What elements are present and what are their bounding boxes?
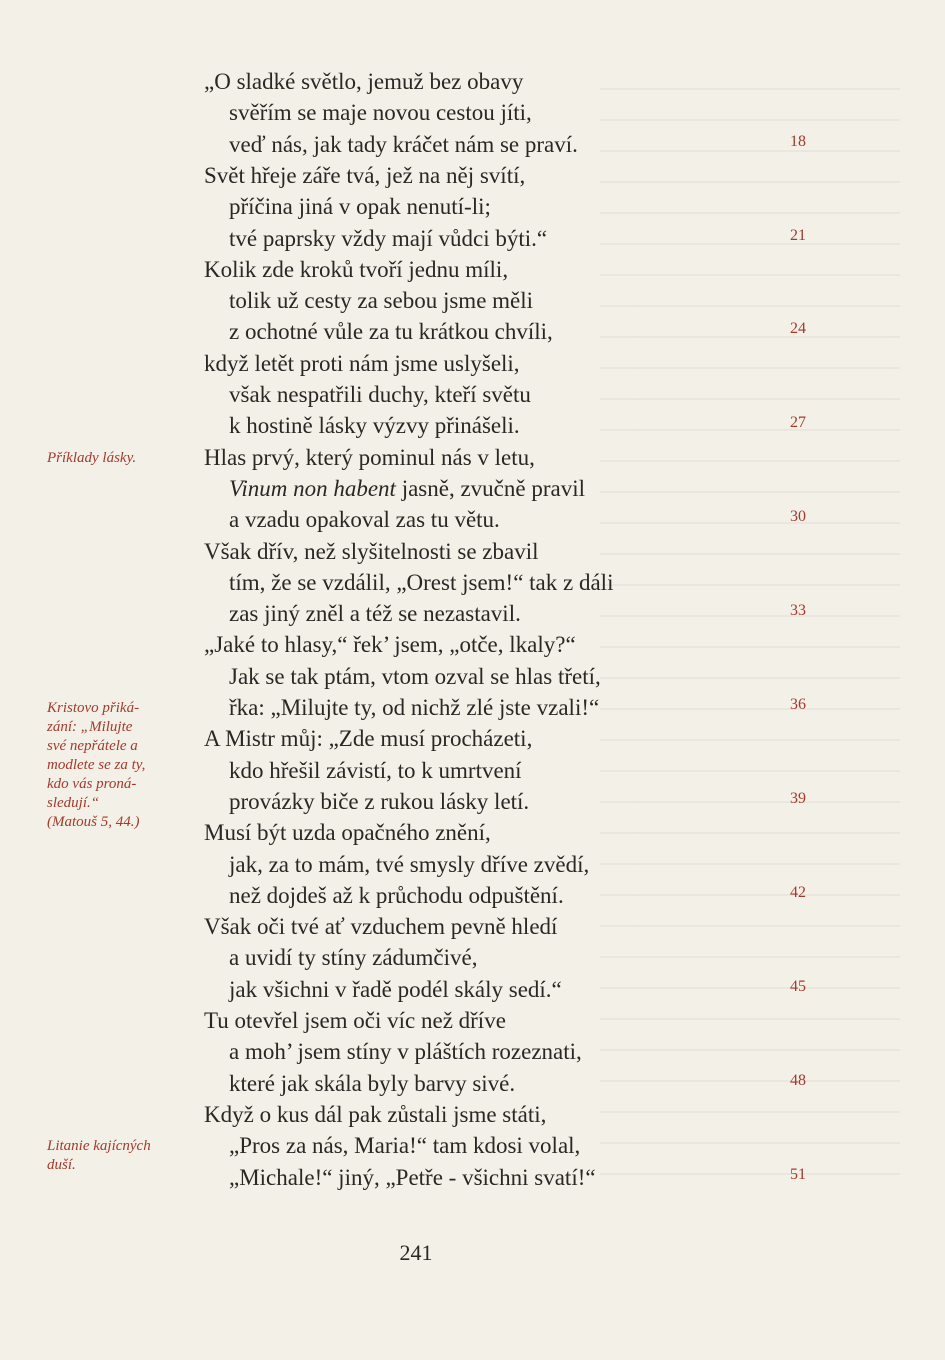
verse-line: a vzadu opakoval zas tu větu. — [229, 507, 500, 533]
line-number: 33 — [790, 602, 806, 620]
verse-line: „Pros za nás, Maria!“ tam kdosi volal, — [229, 1133, 581, 1159]
margin-gloss-line: duší. — [47, 1157, 76, 1174]
margin-gloss-line: své nepřátele a — [47, 738, 138, 754]
margin-gloss-line: Příklady lásky. — [47, 449, 137, 466]
verse-line: Tu otevřel jsem oči víc než dříve — [204, 1008, 506, 1033]
verse-line: „O sladké světlo, jemuž bez obavy — [204, 69, 524, 94]
line-number: 42 — [790, 883, 806, 901]
verse-line: které jak skála byly barvy sivé. — [229, 1070, 516, 1096]
line-number: 24 — [790, 320, 806, 338]
verse-line: zas jiný zněl a též se nezastavil. — [229, 601, 521, 627]
margin-gloss — [47, 699, 197, 832]
verse-line: než dojdeš až k průchodu odpuštění. — [229, 882, 564, 908]
verse-line: svěřím se maje novou cestou jíti, — [229, 100, 532, 126]
verse-line: Však oči tvé ať vzduchem pevně hledí — [204, 914, 558, 940]
margin-gloss-line: (Matouš 5, 44.) — [47, 814, 140, 830]
verse-text: jasně, zvučně pravil — [401, 475, 585, 501]
verse-line: však nespatřili duchy, kteří světu — [229, 382, 531, 407]
margin-gloss-line: kdo vás proná- — [47, 776, 137, 792]
line-number: 48 — [790, 1071, 806, 1089]
margin-gloss-line: modlete se za ty, — [47, 757, 146, 773]
verse-line — [229, 473, 585, 504]
line-number: 36 — [790, 696, 806, 713]
line-number: 21 — [790, 226, 806, 244]
line-number: 51 — [790, 1165, 806, 1183]
verse-line: tvé paprsky vždy mají vůdci býti.“ — [229, 225, 548, 251]
verse-line: kdo hřešil závistí, to k umrtvení — [229, 757, 522, 783]
line-number: 27 — [790, 414, 806, 432]
verse-line: tolik už cesty za sebou jsme měli — [229, 288, 534, 314]
verse-line: Však dřív, než slyšitelnosti se zbavil — [204, 538, 539, 564]
verse-line: jak všichni v řadě podél skály sedí.“ — [229, 976, 562, 1002]
margin-gloss-line: zání: „Milujte — [47, 719, 133, 735]
margin-gloss-line: Litanie kajícných — [47, 1138, 151, 1155]
verse-line: jak, za to mám, tvé smysly dříve zvědí, — [229, 851, 590, 877]
line-number: 18 — [790, 132, 806, 150]
verse-line: když letět proti nám jsme uslyšeli, — [204, 350, 520, 376]
margin-gloss — [47, 449, 197, 468]
line-number: 45 — [790, 977, 806, 995]
verse-line: veď nás, jak tady kráčet nám se praví. — [229, 131, 578, 157]
verse-line: A Mistr můj: „Zde musí procházeti, — [204, 726, 533, 752]
show-through-text — [600, 70, 900, 1190]
margin-gloss — [47, 1137, 197, 1175]
verse-line: Jak se tak ptám, vtom ozval se hlas třetí, — [229, 663, 601, 689]
margin-gloss-line: Kristovo přiká- — [47, 700, 140, 716]
margin-gloss-line: sledují.“ — [47, 795, 100, 811]
verse-line: tím, že se vzdálil, „Orest jsem!“ tak z dáli — [229, 569, 614, 595]
verse-line: příčina jiná v opak nenutí-li; — [229, 194, 491, 220]
verse-line: Když o kus dál pak zůstali jsme státi, — [204, 1101, 547, 1127]
verse-line: provázky biče z rukou lásky letí. — [229, 788, 530, 814]
page-number: 241 — [399, 1240, 433, 1265]
verse-italic-phrase: Vinum non habent — [229, 475, 402, 501]
verse-line: k hostině lásky výzvy přinášeli. — [229, 413, 520, 439]
line-number: 30 — [790, 508, 806, 526]
verse-line: a uvidí ty stíny zádumčivé, — [229, 945, 478, 971]
verse-line: Hlas prvý, který pominul nás v letu, — [204, 444, 535, 470]
verse-line: „Michale!“ jiný, „Petře - všichni svatí!“ — [229, 1164, 596, 1190]
verse-line: Svět hřeje záře tvá, jež na něj svítí, — [204, 162, 526, 188]
verse-line: Kolik zde kroků tvoří jednu míli, — [204, 256, 509, 282]
verse-line: z ochotné vůle za tu krátkou chvíli, — [229, 319, 553, 345]
verse-line: a moh’ jsem stíny v pláštích rozeznati, — [229, 1039, 582, 1065]
verse-line: Musí být uzda opačného znění, — [204, 820, 491, 846]
verse-line: „Jaké to hlasy,“ řek’ jsem, „otče, lkaly?“ — [204, 632, 576, 658]
verse-line: řka: „Milujte ty, od nichž zlé jste vzali!“ — [229, 695, 600, 720]
line-number: 39 — [790, 789, 806, 807]
